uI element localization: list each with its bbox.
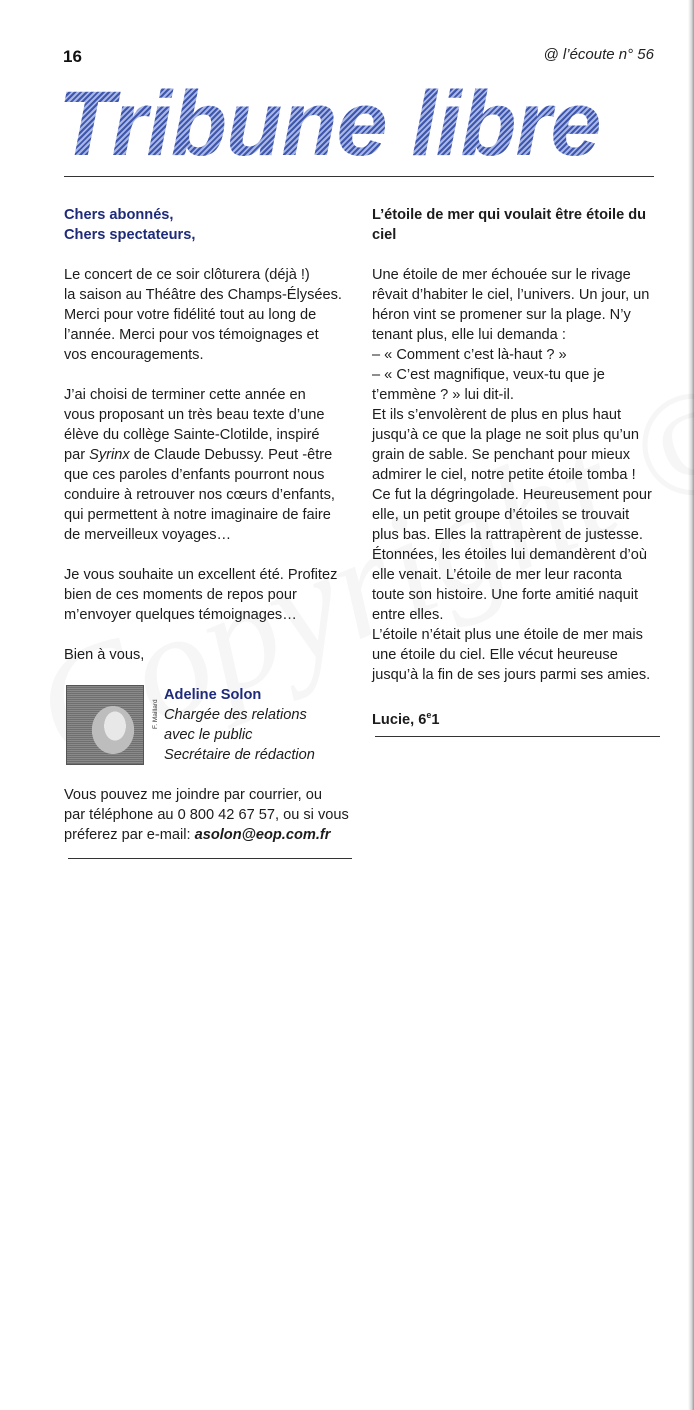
divider [64, 176, 654, 177]
page-title: Tribune libre [58, 73, 601, 175]
poem-line: admirer le ciel, notre petite étoile tomba ! [372, 467, 636, 483]
poem-title-line: ciel [372, 227, 397, 243]
text-line: Vous pouvez me joindre par courrier, ou [64, 787, 322, 803]
text-line: vous proposant un très beau texte d’une [64, 407, 325, 423]
text-fragment: par [64, 447, 90, 463]
text-line [64, 825, 364, 845]
paragraph [64, 565, 364, 625]
poem-line: héron vint se promener sur la plage. N’y [372, 307, 631, 323]
text-line: l’année. Merci pour vos témoignages et [64, 327, 319, 343]
text-line: par téléphone au 0 800 42 67 57, ou si vous [64, 807, 349, 823]
text-line: bien de ces moments de repos pour [64, 587, 297, 603]
page-number: 16 [63, 47, 82, 66]
closing: Bien à vous, [64, 647, 145, 663]
signature-name: Adeline Solon [164, 687, 262, 703]
signature-block [64, 685, 364, 765]
signature-role: Chargée des relations [164, 707, 307, 723]
page-edge [688, 0, 694, 1410]
text-line: J’ai choisi de terminer cette année en [64, 387, 306, 403]
work-title: Syrinx [89, 447, 130, 463]
greeting-line: Chers spectateurs, [64, 227, 196, 243]
divider [375, 736, 660, 737]
signature-text [164, 685, 315, 765]
poem-line: jusqu’à ce que la plage ne soit plus qu’un [372, 427, 639, 443]
poem-line: Et ils s’envolèrent de plus en plus haut [372, 407, 622, 423]
poem-line: rêvait d’habiter le ciel, l’univers. Un jour, un [372, 287, 650, 303]
poem-body [372, 265, 662, 685]
text-line: Merci pour votre fidélité tout au long de [64, 307, 317, 323]
poem-line: – « Comment c’est là-haut ? » [372, 347, 567, 363]
greeting-line: Chers abonnés, [64, 207, 174, 223]
poem-line: t’emmène ? » lui dit-il. [372, 387, 514, 403]
text-line: vos encouragements. [64, 347, 204, 363]
signature-role: Secrétaire de rédaction [164, 747, 315, 763]
poem-line: L’étoile n’était plus une étoile de mer mais [372, 627, 643, 643]
poem-line: entre elles. [372, 607, 444, 623]
text-line: la saison au Théâtre des Champs-Élysées. [64, 287, 342, 303]
author-name: Lucie, 6e1 [372, 710, 440, 728]
portrait-photo [66, 685, 144, 765]
poem-column [372, 205, 662, 750]
poem-line: Étonnées, les étoiles lui demandèrent d’où [372, 547, 648, 563]
text-line: qui permettent à notre imaginaire de faire [64, 507, 331, 523]
poem-line: elle venait. L’étoile de mer leur raconta [372, 567, 622, 583]
editorial-column [64, 205, 364, 865]
text-line [64, 445, 364, 465]
poem-line: Ce fut la dégringolade. Heureusement pour [372, 487, 652, 503]
text-fragment: de Claude Debussy. Peut -être [129, 447, 333, 463]
divider [68, 858, 352, 859]
contact-paragraph [64, 785, 364, 845]
paragraph [64, 385, 364, 545]
poem-line: – « C’est magnifique, veux-tu que je [372, 367, 605, 383]
text-fragment: préferez par e-mail: [64, 827, 195, 843]
email-address: asolon@eop.com.fr [194, 827, 331, 843]
greeting [64, 205, 364, 245]
poem-line: toute son histoire. Une forte amitié naquit [372, 587, 639, 603]
poem-title-line: L’étoile de mer qui voulait être étoile du [372, 207, 647, 223]
poem-line: plus bas. Elles la rattrapèrent de justesse. [372, 527, 643, 543]
poem-line: tenant plus, elle lui demanda : [372, 327, 566, 343]
poem-line: Une étoile de mer échouée sur le rivage [372, 267, 631, 283]
text-line: de merveilleux voyages… [64, 527, 232, 543]
signature-role: avec le public [164, 727, 253, 743]
poem-title [372, 205, 662, 245]
text-line: Le concert de ce soir clôturera (déjà !) [64, 267, 310, 283]
text-line: Je vous souhaite un excellent été. Profitez [64, 567, 338, 583]
poem-line: grain de sable. Se penchant pour mieux [372, 447, 630, 463]
poem-author [372, 705, 662, 730]
poem-line: elle, un petit groupe d’étoiles se trouvait [372, 507, 630, 523]
text-line: élève du collège Sainte-Clotilde, inspiré [64, 427, 320, 443]
poem-line: une étoile du ciel. Elle vécut heureuse [372, 647, 618, 663]
text-line: que ces paroles d’enfants pourront nous [64, 467, 325, 483]
text-line: m’envoyer quelques témoignages… [64, 607, 297, 623]
photo-credit: F. Maillard [152, 699, 159, 729]
issue-label: @ l’écoute n° 56 [543, 46, 654, 63]
paragraph [64, 265, 364, 365]
text-line: conduire à retrouver nos cœurs d’enfants, [64, 487, 335, 503]
poem-line: jusqu’à la fin de ses jours parmi ses amies. [372, 667, 651, 683]
